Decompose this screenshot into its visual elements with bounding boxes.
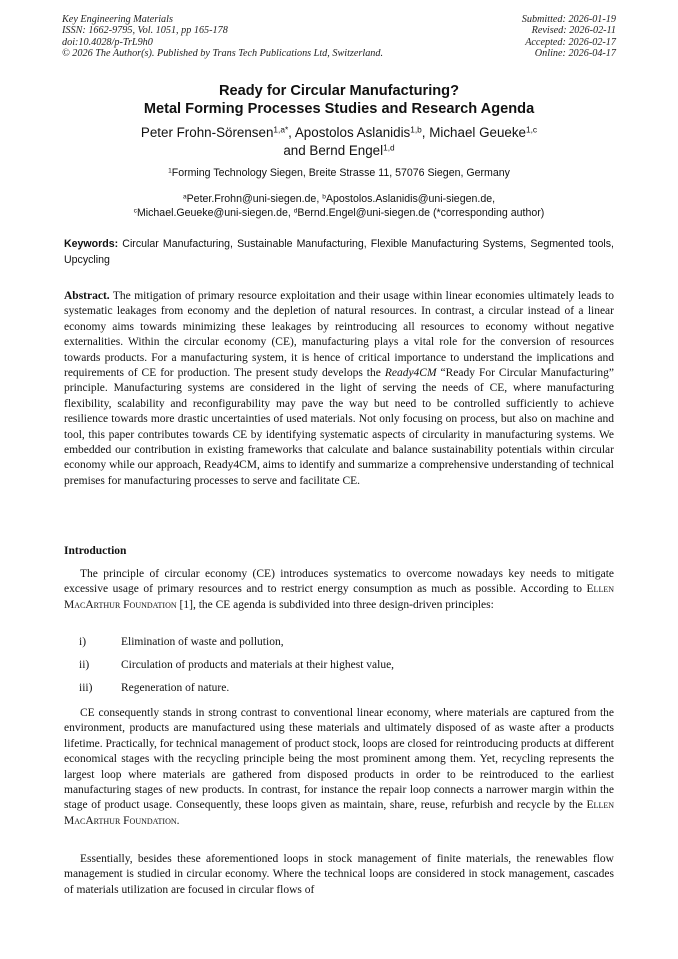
list-number: i) — [79, 636, 87, 648]
affiliation-sup: 1 — [168, 167, 172, 175]
author-name: , Michael Geueke — [421, 125, 526, 140]
email-list — [40, 192, 638, 220]
author-sup: 1,a* — [273, 124, 289, 135]
list-item — [79, 682, 599, 705]
accepted-date: Accepted: 2026-02-17 — [525, 36, 616, 48]
online-date: Online: 2026-04-17 — [534, 48, 616, 60]
intro-paragraph-3: Essentially, besides these aforementioned loops in stock management of finite materials, the renewables flow management is studied in circular economy. Where the technical loops are considered in stock management, cascades of materials utilization are focused in circular flows of — [64, 853, 614, 896]
email-sup: d — [293, 207, 298, 215]
email-link[interactable]: Michael.Geueke@uni-siegen.de, — [136, 207, 294, 219]
revised-date: Revised: 2026-02-11 — [531, 25, 616, 37]
paragraph-text: . — [176, 814, 180, 827]
list-text: Elimination of waste and pollution, — [121, 636, 284, 648]
list-item — [79, 659, 599, 682]
section-heading: Introduction — [64, 545, 127, 557]
principles-list — [79, 636, 599, 705]
intro-paragraph-2 — [64, 706, 614, 829]
author-sup: 1,d — [383, 142, 395, 153]
email-link[interactable]: Peter.Frohn@uni-siegen.de, — [186, 193, 323, 205]
title-line-1: Ready for Circular Manufacturing? — [218, 83, 460, 99]
keywords-label: Keywords: — [64, 238, 119, 250]
abstract — [64, 289, 614, 489]
abstract-italic: Ready4CM — [384, 367, 437, 380]
paragraph-text: The principle of circular economy (CE) introduces systematics to overcome nowadays key needs to mitigate excessive usage of primary resources and to restrict energy consumption as much as possible. According to — [64, 568, 614, 596]
copyright-line: © 2026 The Author(s). Published by Trans Tech Publications Ltd, Switzerland. — [62, 48, 384, 60]
issn-line: ISSN: 1662-9795, Vol. 1051, pp 165-178 — [62, 25, 228, 37]
submitted-date: Submitted: 2026-01-19 — [521, 14, 616, 25]
doi-link[interactable]: doi:10.4028/p-TrL9h0 — [62, 36, 153, 48]
email-link[interactable]: Bernd.Engel@uni-siegen.de (*corresponding author) — [297, 207, 545, 219]
author-sup: 1,c — [526, 124, 538, 135]
email-sup: b — [322, 193, 326, 201]
author-sup: 1,b — [410, 124, 422, 135]
author-name: and Bernd Engel — [283, 143, 384, 158]
author-name: , Apostolos Aslanidis — [288, 125, 411, 140]
paragraph-text: [1], the CE agenda is subdivided into three design-driven principles: — [176, 598, 494, 611]
dates-header — [522, 14, 616, 60]
list-text: Circulation of products and materials at their highest value, — [121, 659, 395, 671]
author-name: Peter Frohn-Sörensen — [140, 125, 274, 140]
list-number: ii) — [79, 659, 90, 671]
journal-header — [62, 14, 383, 60]
author-list — [40, 124, 638, 160]
paragraph-text: CE consequently stands in strong contrast to conventional linear economy, where materials are captured from the environment, products are manufactured using these materials and ultimately disposed of as waste after a products lifetime. Practically, for technical management of product stock, loops are closed for reintroducing products at different economical stages with the recycling principle being the most prominent among them. Yet, recycling represents the largest loop where materials are gathered from disposed products in order to be reintroduced to the earliest manufacturing stages of new products. In contrast, for instance the repair loop connects a narrower margin within the stage of product usage. Consequently, these loops given as maintain, share, reuse, refurbish and recycle by the — [64, 707, 614, 812]
intro-paragraph-1 — [64, 567, 614, 613]
abstract-text: “Ready For Circular Manufacturing” principle. Manufacturing systems are considered in the light of serving the needs of CE, where manufacturing flexibility, scalability and reconfigurability may pave the way but need to be controlled sufficiently to achieve resilience towards more drastic uncertainties of used materials. Not only focusing on process, but also on machine and tool, this paper contributes towards CE by identifying systematic aspects of circularity in manufacturing systems. We embedded our contribution in existing frameworks that calculate and balance sustainability potentials within circular economy while our approach, Ready4CM, aims to identify and summarize a comprehensive understanding of technical premises for manufacturing processes to serve and facilitate CE. — [64, 367, 614, 487]
organization-name: Ellen MacArthur Foundation — [64, 583, 614, 611]
keywords-text: Circular Manufacturing, Sustainable Manufacturing, Flexible Manufacturing Systems, Segmented tools, Upcycling — [64, 238, 614, 266]
abstract-label: Abstract. — [64, 290, 110, 302]
journal-name: Key Engineering Materials — [62, 14, 173, 25]
organization-name: Ellen MacArthur Foundation — [64, 799, 614, 827]
list-item — [79, 636, 599, 659]
affiliation-text: Forming Technology Siegen, Breite Strasse 11, 57076 Siegen, Germany — [171, 167, 510, 179]
list-text: Regeneration of nature. — [121, 682, 230, 694]
abstract-text: The mitigation of primary resource exploitation and their usage within linear economies ultimately leads to systematic leakages from economy and the depletion of natural resources. In contrast, a circular instead of a linear economy aims towards minimizing these leakages by reintroducing all resources to economy without negative externalities. Within the circular economy (CE), manufacturing plays a vital role for the conversion of resources towards products. For a manufacturing system, it is hence of critical importance to understand the implications and requirements of CE for production. The present study develops the — [64, 290, 614, 380]
keywords — [64, 237, 614, 268]
paper-title — [40, 82, 638, 118]
list-number: iii) — [79, 682, 93, 694]
email-link[interactable]: Apostolos.Aslanidis@uni-siegen.de, — [325, 193, 496, 205]
affiliation — [40, 167, 638, 179]
email-sup: a — [182, 193, 187, 201]
title-line-2: Metal Forming Processes Studies and Research Agenda — [143, 101, 535, 117]
email-sup: c — [133, 207, 137, 215]
